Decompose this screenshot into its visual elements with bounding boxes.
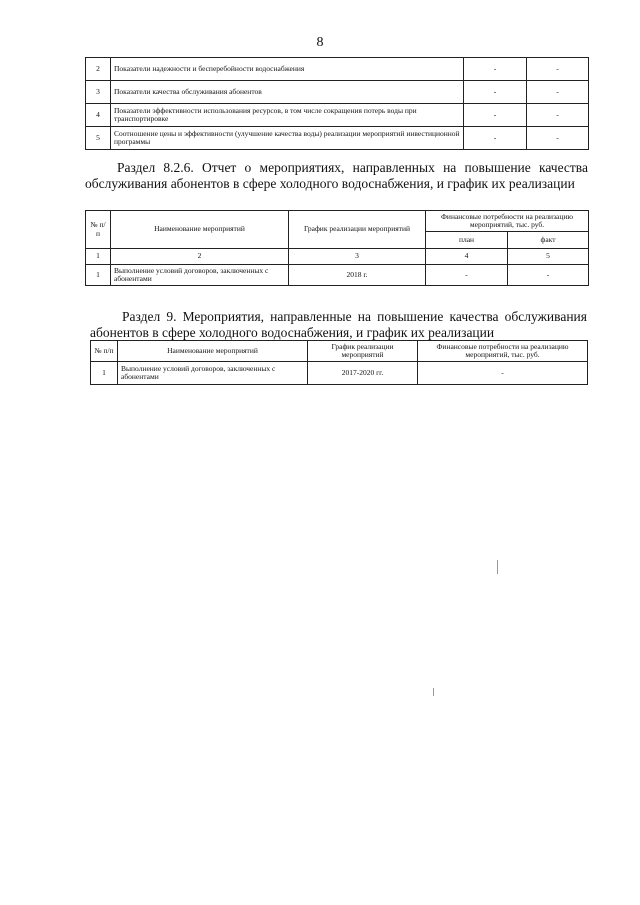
table-row <box>86 265 589 286</box>
page-number: 8 <box>316 35 324 50</box>
section-826-heading: Раздел 8.2.6. Отчет о мероприятиях, направленных на повышение качества обслуживания абонентов в сфере холодного водоснабжения, и график их реализации <box>85 160 588 191</box>
col-header-finance: Финансовые потребности на реализацию мероприятий, тыс. руб. <box>418 341 588 362</box>
plan-value: - <box>464 127 527 150</box>
table-row <box>86 104 589 127</box>
finance-value: - <box>418 362 588 385</box>
col-number: 3 <box>289 249 426 265</box>
fact-value: - <box>527 104 589 127</box>
col-header-num: № п/п <box>91 341 118 362</box>
fact-value: - <box>527 81 589 104</box>
col-number: 4 <box>426 249 508 265</box>
col-header-finance: Финансовые потребности на реализацию мероприятий, тыс. руб. <box>426 211 589 232</box>
table-row <box>86 81 589 104</box>
measure-name: Выполнение условий договоров, заключенных с абонентами <box>111 265 289 286</box>
table-header-row <box>91 341 588 362</box>
plan-value: - <box>426 265 508 286</box>
section-9-table <box>90 340 588 385</box>
col-number: 1 <box>86 249 111 265</box>
col-number: 5 <box>508 249 589 265</box>
schedule-value: 2018 г. <box>289 265 426 286</box>
row-number: 1 <box>91 362 118 385</box>
col-header-schedule: График реализации мероприятий <box>308 341 418 362</box>
col-header-fact: факт <box>508 232 589 249</box>
scan-artifact <box>433 688 434 696</box>
section-826-table <box>85 210 589 286</box>
column-number-row <box>86 249 589 265</box>
indicator-name: Показатели качества обслуживания абонентов <box>111 81 464 104</box>
row-number: 1 <box>86 265 111 286</box>
plan-value: - <box>464 58 527 81</box>
plan-value: - <box>464 104 527 127</box>
indicator-name: Показатели эффективности использования ресурсов, в том числе сокращения потерь воды при транспортировке <box>111 104 464 127</box>
col-header-schedule: График реализации мероприятий <box>289 211 426 249</box>
plan-value: - <box>464 81 527 104</box>
col-number: 2 <box>111 249 289 265</box>
fact-value: - <box>508 265 589 286</box>
measure-name: Выполнение условий договоров, заключенных с абонентами <box>118 362 308 385</box>
section-9-heading: Раздел 9. Мероприятия, направленные на повышение качества обслуживания абонентов в сфере холодного водоснабжения, и график их реализации <box>90 309 587 340</box>
col-header-plan: план <box>426 232 508 249</box>
table-row <box>86 58 589 81</box>
row-number: 5 <box>86 127 111 150</box>
table-row <box>86 127 589 150</box>
fact-value: - <box>527 58 589 81</box>
fact-value: - <box>527 127 589 150</box>
table-row <box>91 362 588 385</box>
scan-artifact <box>497 560 498 574</box>
col-header-num: № п/п <box>86 211 111 249</box>
col-header-name: Наименование мероприятий <box>111 211 289 249</box>
row-number: 4 <box>86 104 111 127</box>
table-header-row <box>86 211 589 232</box>
indicators-table <box>85 57 589 150</box>
row-number: 3 <box>86 81 111 104</box>
indicator-name: Соотношение цены и эффективности (улучшение качества воды) реализации мероприятий инвестиционной программы <box>111 127 464 150</box>
row-number: 2 <box>86 58 111 81</box>
col-header-name: Наименование мероприятий <box>118 341 308 362</box>
schedule-value: 2017-2020 гг. <box>308 362 418 385</box>
indicator-name: Показатели надежности и бесперебойности водоснабжения <box>111 58 464 81</box>
